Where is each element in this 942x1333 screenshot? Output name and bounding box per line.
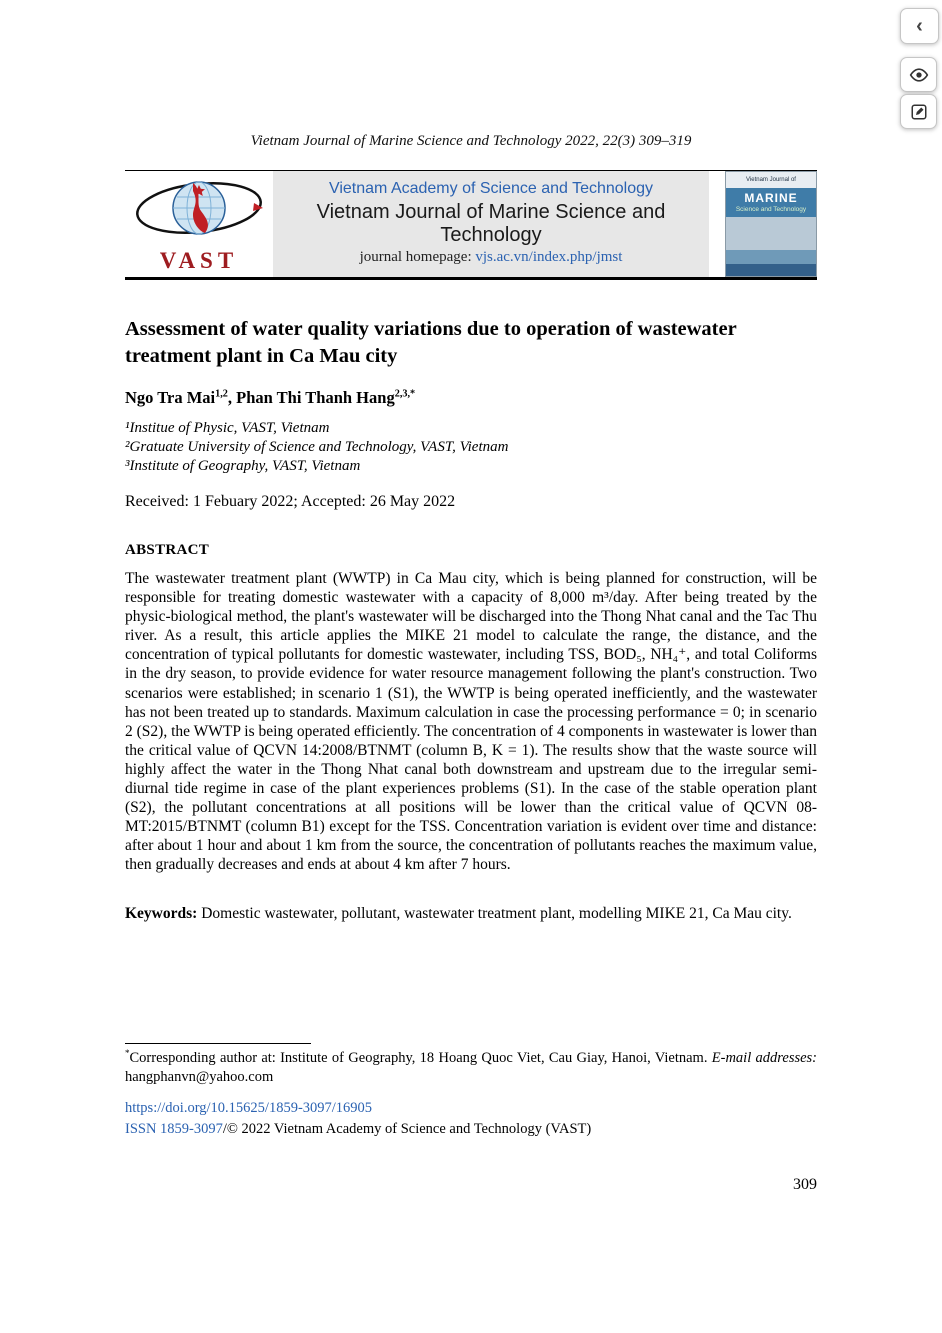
journal-name: Vietnam Journal of Marine Science and Technology xyxy=(316,200,666,246)
author-affiliation-sup: 2,3,* xyxy=(394,388,416,400)
journal-homepage xyxy=(279,249,703,266)
sidebar-collapse-button[interactable] xyxy=(900,8,939,44)
keywords-text: Domestic wastewater, pollutant, wastewater treatment plant, modelling MIKE 21, Ca Mau city. xyxy=(197,905,792,922)
footnote-text: Corresponding author at: Institute of Geography, 18 Hoang Quoc Viet, Cau Giay, Hanoi, Vietnam. xyxy=(129,1050,712,1066)
abstract-heading: ABSTRACT xyxy=(125,542,210,558)
annotation-icon xyxy=(910,103,928,121)
author-separator: , xyxy=(227,388,237,407)
doi-line xyxy=(125,1100,372,1117)
vast-logo xyxy=(125,171,273,277)
academy-name: Vietnam Academy of Science and Technology xyxy=(328,180,654,197)
page-number: 309 xyxy=(793,1176,817,1193)
homepage-link[interactable]: vjs.ac.vn/index.php/jmst xyxy=(475,249,623,265)
cover-strip xyxy=(726,250,816,264)
article-title: Assessment of water quality variations due to operation of wastewater treatment plant in Ca Mau city xyxy=(125,318,737,368)
cover-image-area xyxy=(726,217,816,250)
preview-button[interactable] xyxy=(900,57,937,92)
chevron-left-icon: ‹ xyxy=(916,14,923,37)
keywords-line xyxy=(125,905,817,923)
issn-copyright: /© 2022 Vietnam Academy of Science and Technology (VAST) xyxy=(222,1121,592,1137)
footnote-star: * xyxy=(125,1048,130,1059)
email-label: E-mail addresses: xyxy=(711,1050,818,1066)
paper-page xyxy=(125,0,817,1333)
cover-bottom-bar xyxy=(726,264,816,276)
running-head: Vietnam Journal of Marine Science and Technology 2022, 22(3) 309–319 xyxy=(250,133,692,149)
eye-icon xyxy=(909,67,929,83)
doi-link[interactable]: https://doi.org/10.15625/1859-3097/16905 xyxy=(125,1100,373,1116)
cover-top-line: Vietnam Journal of xyxy=(726,172,816,188)
abstract-text: The wastewater treatment plant (WWTP) in Ca Mau city, which is being planned for construction, will be responsible for treating domestic wastewater with a capacity of 8,000 m³/day. After being treated by the physic-biological method, the plant's wastewater will be discharged into the Thong Nhat canal and the Tac Thu river. As a result, this article applies the MIKE 21 model to calculate the range, the distance, and the concentration of typical pollutants for domestic wastewater, including TSS, BOD₅, NH₄⁺, and total Coliforms in the dry season, to provide evidence for water resource management following the plant's construction. Two scenarios were established; in scenario 1 (S1), the WWTP is being operated inefficiently, and the wastewater has not been treated up to standards. Maximum calculation in case the processing performance = 0; in scenario 2 (S2), the WWTP is being operated efficiently. The concentration of 4 components in wastewater is lower than the critical value of QCVN 14:2008/BTNMT (column B, K = 1). The results show that the waste source will highly affect the water in the Thong Nhat canal both downstream and upstream due to the irregular semi-diurnal tide regime in case of the plant experiences problems (S1). In the case of the stable operation plant (S2), the pollutant concentrations at all positions will be lower than the critical value of QCVN 08-MT:2015/BTNMT (column B1) except for the TSS. Concentration variation is evident over time and distance: after about 1 hour and about 1 km from the source, the concentration of pollutants reaches the maximum value, then gradually decreases and ends at about 4 km after 7 hours. xyxy=(125,570,817,874)
keywords-label: Keywords: xyxy=(125,905,198,922)
email-address: hangphanvn@yahoo.com xyxy=(125,1068,274,1085)
vast-logo-text: VAST xyxy=(159,247,239,273)
homepage-label: journal homepage: xyxy=(359,249,476,265)
corresponding-author-footnote xyxy=(125,1049,817,1086)
affiliations xyxy=(125,419,508,477)
author: Phan Thi Thanh Hang$^{2,3,*}$ xyxy=(236,388,416,407)
author-affiliation-sup: 1,2 xyxy=(215,388,228,400)
cover-title-band xyxy=(726,188,816,217)
affiliation-line: ²Gratuate University of Science and Technology, VAST, Vietnam xyxy=(125,439,509,456)
journal-masthead xyxy=(125,170,817,280)
affiliation-line: ¹Institue of Physic, VAST, Vietnam xyxy=(125,420,330,436)
cover-subtitle: Science and Technology xyxy=(735,206,807,213)
cover-title: MARINE xyxy=(744,191,798,205)
issn-link[interactable]: ISSN 1859-3097 xyxy=(125,1121,223,1137)
vast-globe-icon xyxy=(133,175,265,246)
author: Ngo Tra Mai$^{1,2}$ xyxy=(125,388,228,407)
masthead-center xyxy=(273,171,709,277)
annotate-button[interactable] xyxy=(900,94,937,129)
journal-cover-thumbnail xyxy=(725,171,817,277)
footnote-divider xyxy=(125,1043,311,1044)
affiliation-line: ³Institute of Geography, VAST, Vietnam xyxy=(125,458,361,475)
author-list xyxy=(125,388,415,408)
issn-line xyxy=(125,1121,591,1138)
received-accepted-line: Received: 1 Febuary 2022; Accepted: 26 May 2022 xyxy=(125,493,456,510)
